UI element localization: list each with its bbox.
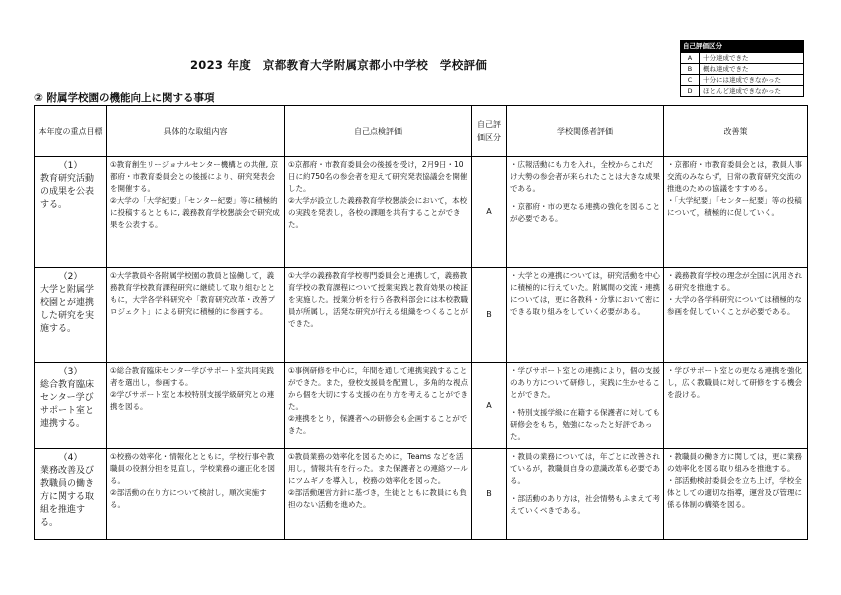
goal-number: （4） [58,453,83,463]
self-eval-item: ①大学の義務教育学校専門委員会と連携して，義務教育学校の教育課程について授業実践と教育効果の検証を実施した。授業分析を行う各教科部会には本校教職員が所属し，活発な研究が行える組織をつくることができた。 [288,271,468,328]
stakeholder-item: ・大学との連携については，研究活動を中心に積極的に行えていた。附属間の交流・連携については，更に各教科・分掌において密にできる取り組みをしていく必要がある。 [510,271,660,316]
evaluation-table [34,105,808,540]
grade-legend [680,40,804,97]
stakeholder-cell [507,363,664,449]
self-eval-cell [285,268,472,363]
header-grade: 自己評価区分 [472,106,507,157]
grade-cell: A [472,363,507,449]
header-actions: 具体的な取組内容 [107,106,285,157]
legend-row: A 十分達成できた [681,52,803,63]
self-eval-item: ①事例研修を中心に，年間を通して連携実践することができた。また，登校支援員を配置し，多角的な視点から個を大切にする支援の在り方を考えることができた。 [288,366,468,411]
stakeholder-item: ・学びサポート室との連携により，個の支援のあり方について研修し，実践に生かせることができた。 [510,366,660,399]
stakeholder-cell [507,268,664,363]
improvement-cell [664,157,808,268]
improvement-item: ・「大学紀要」「センター紀要」等の投稿について，積極的に促していく。 [667,196,802,217]
actions-item: ①教育創生リージョナルセンター機構との共催, 京都府・市教育委員会との後援により、研究発表会を開催する。 [110,160,279,193]
self-eval-item: ②大学が設立した義務教育学校懇談会において，本校の実践を発表し，各校の課題を共有することができた。 [288,196,468,229]
stakeholder-cell [507,449,664,540]
section-title: ② 附属学校園の機能向上に関する事項 [34,92,215,104]
goal-text: 大学と附属学校園とが連携した研究を実施する。 [40,285,95,334]
actions-cell [107,268,285,363]
self-eval-cell [285,363,472,449]
stakeholder-cell [507,157,664,268]
goal-cell [35,449,107,540]
grade-cell: B [472,268,507,363]
grade-cell: A [472,157,507,268]
goal-cell [35,363,107,449]
actions-item: ②大学の「大学紀要」「センター紀要」等に積極的に投稿するとともに, 義務教育学校懇談会で研究成果を公表する。 [110,196,280,229]
goal-number: （2） [58,272,83,282]
improvement-item: ・教職員の働き方に関しては，更に業務の効率化を図る取り組みを推進する。 [667,452,802,473]
improvement-cell [664,449,808,540]
legend-row: D ほとんど達成できなかった [681,85,803,96]
table-row [35,268,808,363]
table-row [35,449,808,540]
goal-cell [35,268,107,363]
goal-text: 教育研究活動の成果を公表する。 [40,174,95,210]
actions-cell [107,449,285,540]
self-eval-cell [285,449,472,540]
goal-text: 総合教育臨床センター学びサポート室と連携する。 [40,380,95,429]
self-eval-item: ①教員業務の効率化を図るために，Teams などを活用し，情報共有を行った。また保護者との連絡ツールにツムギノを導入し，校務の効率化を図った。 [288,452,468,485]
table-row [35,157,808,268]
self-eval-item: ②部活動運営方針に基づき，生徒とともに教員にも負担のない活動を進めた。 [288,488,467,509]
legend-row: B 概ね達成できた [681,63,803,74]
improvement-item: ・義務教育学校の理念が全国に汎用される研究を推進する。 [667,271,802,292]
goal-number: （3） [58,367,83,377]
stakeholder-item: ・部活動のあり方は，社会情勢もふまえて考えていくべきである。 [510,494,660,515]
stakeholder-item: ・特別支援学級に在籍する保護者に対しても研修会をもち，勉強になったと好評であった。 [510,408,660,441]
page-title: 2023 年度 京都教育大学附属京都小中学校 学校評価 [190,58,488,72]
actions-item: ①大学教員や各附属学校園の教員と協働して，義務教育学校教育課程研究に継続して取り組むとともに，大学各学科研究や「教育研究改革・改善プロジェクト」による研究に積極的に参画する。 [110,271,275,316]
actions-item: ①総合教育臨床センター学びサポート室共同実践者を選出し，参画する。 [110,366,274,387]
header-goal: 本年度の重点目標 [35,106,107,157]
header-improvement: 改善策 [664,106,808,157]
legend-header: 自己評価区分 [681,41,803,52]
self-eval-cell [285,157,472,268]
goal-text: 業務改善及び教職員の働き方に関する取組を推進する。 [40,466,95,528]
improvement-cell [664,363,808,449]
improvement-cell [664,268,808,363]
header-stakeholder: 学校関係者評価 [507,106,664,157]
stakeholder-item: ・京都府・市の更なる連携の強化を図ることが必要である。 [510,202,660,223]
improvement-item: ・京都府・市教育委員会とは，教員人事交流のみならず，日常の教育研究交流の推進のための協議をすすめる。 [667,160,802,193]
actions-cell [107,157,285,268]
table-header-row [35,106,808,157]
self-eval-item: ②連携をとり，保護者への研修会も企画することができた。 [288,414,468,435]
actions-item: ②部活動の在り方について検討し，順次実施する。 [110,488,267,509]
grade-cell: B [472,449,507,540]
stakeholder-item: ・教員の業務については，年ごとに改善されているが，教職員自身の意識改革も必要である。 [510,452,660,485]
actions-cell [107,363,285,449]
goal-number: （1） [58,161,83,171]
goal-cell [35,157,107,268]
stakeholder-item: ・広報活動にも力を入れ，全校からこれだけ大勢の参会者が来られたことは大きな成果である。 [510,160,660,193]
actions-item: ①校務の効率化・情報化とともに，学校行事や教職員の役割分担を見直し，学校業務の適正化を図る。 [110,452,275,485]
improvement-item: ・大学の各学科研究については積極的な参画を促していくことが必要である。 [667,295,802,316]
improvement-item: ・部活動検討委員会を立ち上げ，学校全体としての適切な指導，運営及び管理に係る体制の構築を図る。 [667,476,802,509]
header-self-eval: 自己点検評価 [285,106,472,157]
improvement-item: ・学びサポート室との更なる連携を強化し，広く教職員に対して研修をする機会を設ける。 [667,366,802,399]
legend-row: C 十分には達成できなかった [681,74,803,85]
self-eval-item: ①京都府・市教育委員会の後援を受け，2月9日・10日に約750名の参会者を迎えて研究発表協議会を開催した。 [288,160,468,193]
table-row [35,363,808,449]
actions-item: ②学びサポート室と本校特別支援学級研究との連携を図る。 [110,390,275,411]
